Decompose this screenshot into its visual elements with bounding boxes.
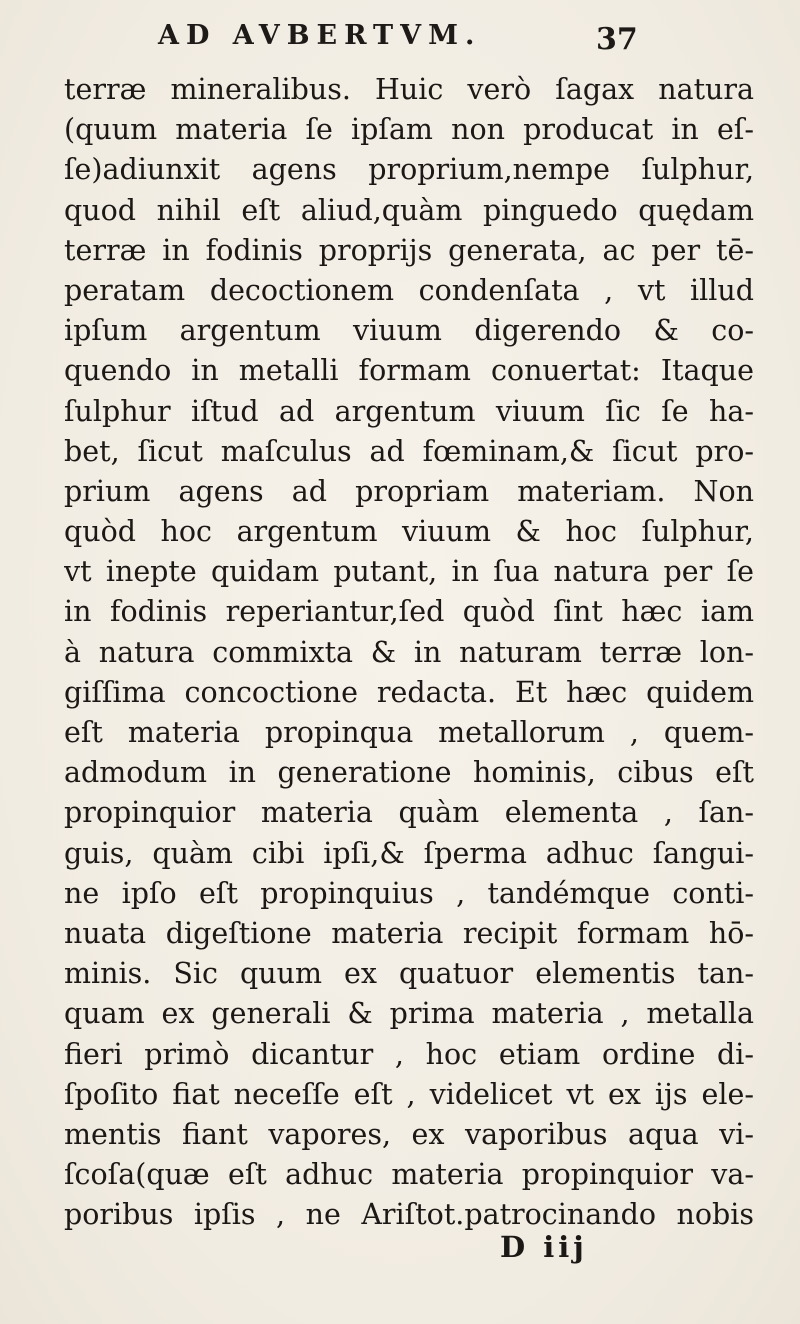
page-number: 37: [596, 22, 638, 57]
body-text: [64, 70, 754, 1235]
text-line: minis. Sic quum ex quatuor elementis tan-: [64, 957, 754, 991]
text-line: quod nihil eſt aliud,quàm pinguedo quędam: [64, 193, 754, 227]
text-line: quam ex generali & prima materia , metalla: [64, 997, 754, 1031]
text-line: terræ mineralibus. Huic verò ſagax natura: [64, 73, 754, 106]
text-line: quendo in metalli formam conuertat: Itaque: [64, 354, 754, 388]
running-head: AD AVBERTVM.: [158, 20, 482, 51]
text-line: prium agens ad propriam materiam. Non: [64, 474, 754, 508]
text-line: à natura commixta & in naturam terræ lon-: [64, 635, 754, 669]
page-header: [0, 18, 800, 68]
text-line: mentis fiant vapores, ex vaporibus aqua vi-: [64, 1117, 754, 1151]
text-line: nuata digeſtione materia recipit formam hō-: [64, 916, 754, 950]
text-line: ſulphur iſtud ad argentum viuum ſic ſe ha-: [64, 394, 754, 428]
text-line: peratam decoctionem condenſata , vt illud: [64, 273, 754, 307]
text-line: giſſima concoctione redacta. Et hæc quidem: [64, 675, 754, 709]
text-line: in fodinis reperiantur,ſed quòd ſint hæc iam: [64, 595, 754, 629]
text-line: (quum materia ſe ipſam non producat in eſ-: [64, 113, 754, 147]
text-line: terræ in fodinis proprijs generata, ac per tē-: [64, 233, 754, 267]
text-line: ne ipſo eſt propinquius , tandémque conti-: [64, 876, 754, 910]
text-line: eſt materia propinqua metallorum , quem-: [64, 716, 754, 749]
text-line: quòd hoc argentum viuum & hoc ſulphur,: [64, 515, 754, 549]
signature-mark: D iij: [500, 1230, 588, 1264]
text-line: vt inepte quidam putant, in ſua natura per ſe: [64, 555, 754, 589]
text-line: propinquior materia quàm elementa , ſan-: [64, 796, 754, 830]
text-line: guis, quàm cibi ipſi,& ſperma adhuc ſangui-: [64, 836, 754, 870]
text-line: fieri primò dicantur , hoc etiam ordine di-: [64, 1037, 754, 1071]
text-line: admodum in generatione hominis, cibus eſt: [64, 756, 754, 790]
text-line: ſpoſito fiat neceſſe eſt , videlicet vt ex ijs ele-: [64, 1077, 754, 1111]
text-line: ipſum argentum viuum digerendo & co-: [64, 314, 754, 348]
text-line: poribus ipſis , ne Ariſtot.patrocinando nobis: [64, 1198, 754, 1232]
text-line: ſe)adiunxit agens proprium,nempe ſulphur,: [64, 153, 754, 187]
text-line: ſcoſa(quæ eſt adhuc materia propinquior va-: [64, 1158, 754, 1192]
text-line: bet, ſicut maſculus ad fœminam,& ſicut pro-: [64, 434, 754, 468]
